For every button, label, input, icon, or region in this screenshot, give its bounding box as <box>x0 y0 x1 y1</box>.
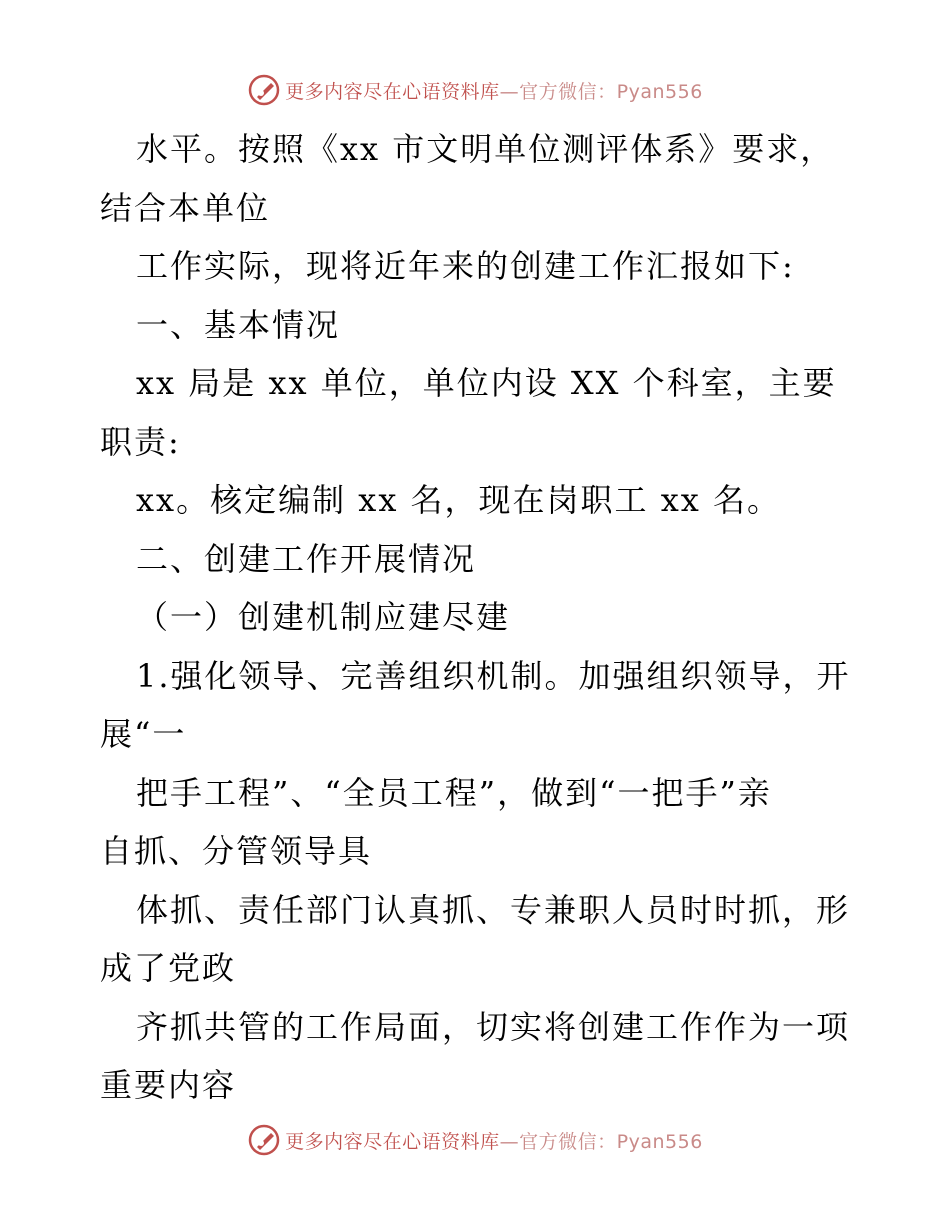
section-heading: 一、基本情况 <box>136 305 341 344</box>
brush-logo-icon <box>247 1123 281 1157</box>
watermark-contact: —官方微信：Pyan556 <box>499 80 703 103</box>
watermark-text: 更多内容尽在心语资料库 <box>285 1130 500 1153</box>
watermark-contact: —官方微信：Pyan556 <box>499 1130 703 1153</box>
paragraph-line: 1.强化领导、完善组织机制。加强组织领导，开 <box>136 656 851 695</box>
paragraph-line: 工作实际，现将近年来的创建工作汇报如下: <box>136 247 795 285</box>
paragraph-line: 成了党政 <box>100 949 237 987</box>
paragraph-line: 把手工程”、“全员工程”，做到“一把手”亲 <box>136 773 772 812</box>
paragraph-line: xx。核定编制 xx 名，现在岗职工 xx 名。 <box>136 481 781 519</box>
paragraph-line: 水平。按照《xx 市文明单位测评体系》要求， <box>136 130 835 168</box>
paragraph-line: 齐抓共管的工作局面，切实将创建工作作为一项 <box>136 1007 851 1046</box>
paragraph-line: 自抓、分管领导具 <box>100 832 373 870</box>
paragraph-line: 重要内容 <box>100 1066 237 1104</box>
header-watermark <box>0 72 950 108</box>
watermark-text: 更多内容尽在心语资料库 <box>285 80 500 103</box>
paragraph-line: xx 局是 xx 单位，单位内设 XX 个科室，主要 <box>136 364 837 402</box>
section-heading: 二、创建工作开展情况 <box>136 539 477 578</box>
paragraph-line: 展“一 <box>100 715 187 753</box>
paragraph-line: 职责: <box>100 422 181 461</box>
brush-logo-icon <box>247 73 281 107</box>
document-body <box>100 120 860 1115</box>
paragraph-line: 结合本单位 <box>100 188 271 227</box>
footer-watermark <box>0 1122 950 1158</box>
subsection-heading: （一）创建机制应建尽建 <box>136 598 511 636</box>
paragraph-line: 体抓、责任部门认真抓、专兼职人员时时抓，形 <box>136 890 851 929</box>
